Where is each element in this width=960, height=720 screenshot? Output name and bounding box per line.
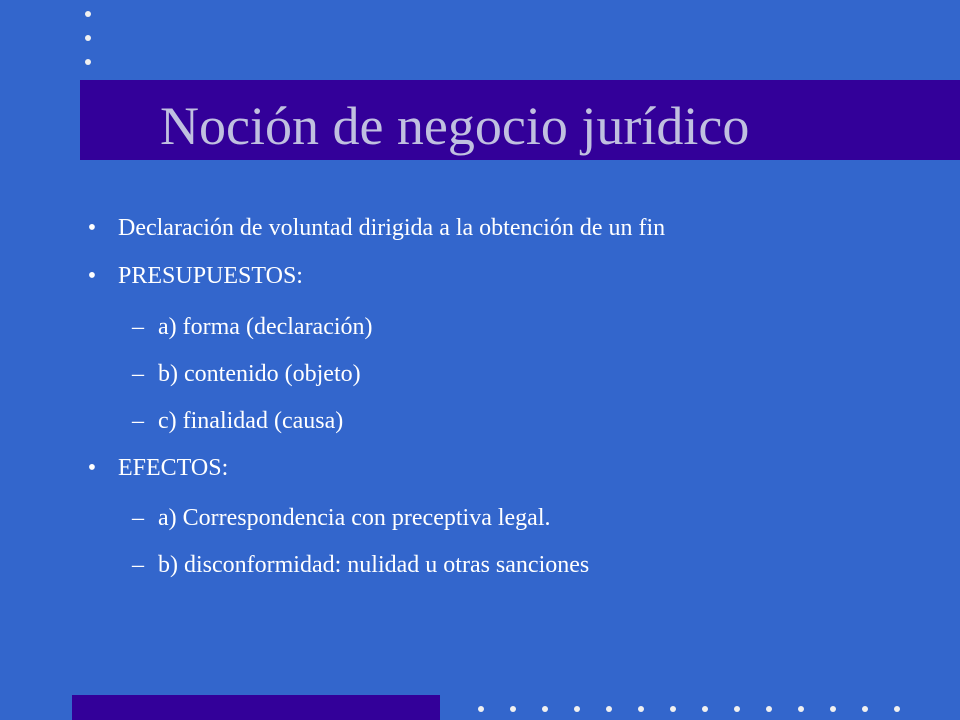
dash-icon: – xyxy=(132,361,144,387)
decorative-horizontal-dots xyxy=(478,706,900,712)
dot-icon xyxy=(478,706,484,712)
dash-icon: – xyxy=(132,552,144,578)
dash-icon: – xyxy=(132,314,144,340)
dash-icon: – xyxy=(132,505,144,531)
list-subitem-text: a) Correspondencia con preceptiva legal. xyxy=(158,505,551,531)
dot-icon xyxy=(638,706,644,712)
dot-icon xyxy=(85,59,91,65)
list-item-text: Declaración de voluntad dirigida a la obtención de un fin xyxy=(118,215,666,241)
list-item-text: EFECTOS: xyxy=(118,455,229,481)
dot-icon xyxy=(606,706,612,712)
dot-icon xyxy=(702,706,708,712)
list-subitem-text: a) forma (declaración) xyxy=(158,314,373,340)
dot-icon xyxy=(85,35,91,41)
decorative-vertical-dots xyxy=(85,11,95,83)
list-item-text: PRESUPUESTOS: xyxy=(118,263,303,289)
dash-icon: – xyxy=(132,408,144,434)
dot-icon xyxy=(510,706,516,712)
dot-icon xyxy=(574,706,580,712)
dot-icon xyxy=(830,706,836,712)
list-subitem-text: b) disconformidad: nulidad u otras sanciones xyxy=(158,552,590,578)
bullet-icon: • xyxy=(87,263,97,289)
bullet-icon: • xyxy=(87,455,97,481)
list-subitem-text: c) finalidad (causa) xyxy=(158,408,344,434)
slide-title: Noción de negocio jurídico xyxy=(160,96,750,156)
dot-icon xyxy=(85,11,91,17)
dot-icon xyxy=(894,706,900,712)
dot-icon xyxy=(542,706,548,712)
list-subitem-text: b) contenido (objeto) xyxy=(158,361,361,387)
bottom-bar xyxy=(72,695,440,720)
dot-icon xyxy=(766,706,772,712)
bullet-icon: • xyxy=(87,215,97,241)
dot-icon xyxy=(670,706,676,712)
dot-icon xyxy=(798,706,804,712)
dot-icon xyxy=(734,706,740,712)
dot-icon xyxy=(862,706,868,712)
